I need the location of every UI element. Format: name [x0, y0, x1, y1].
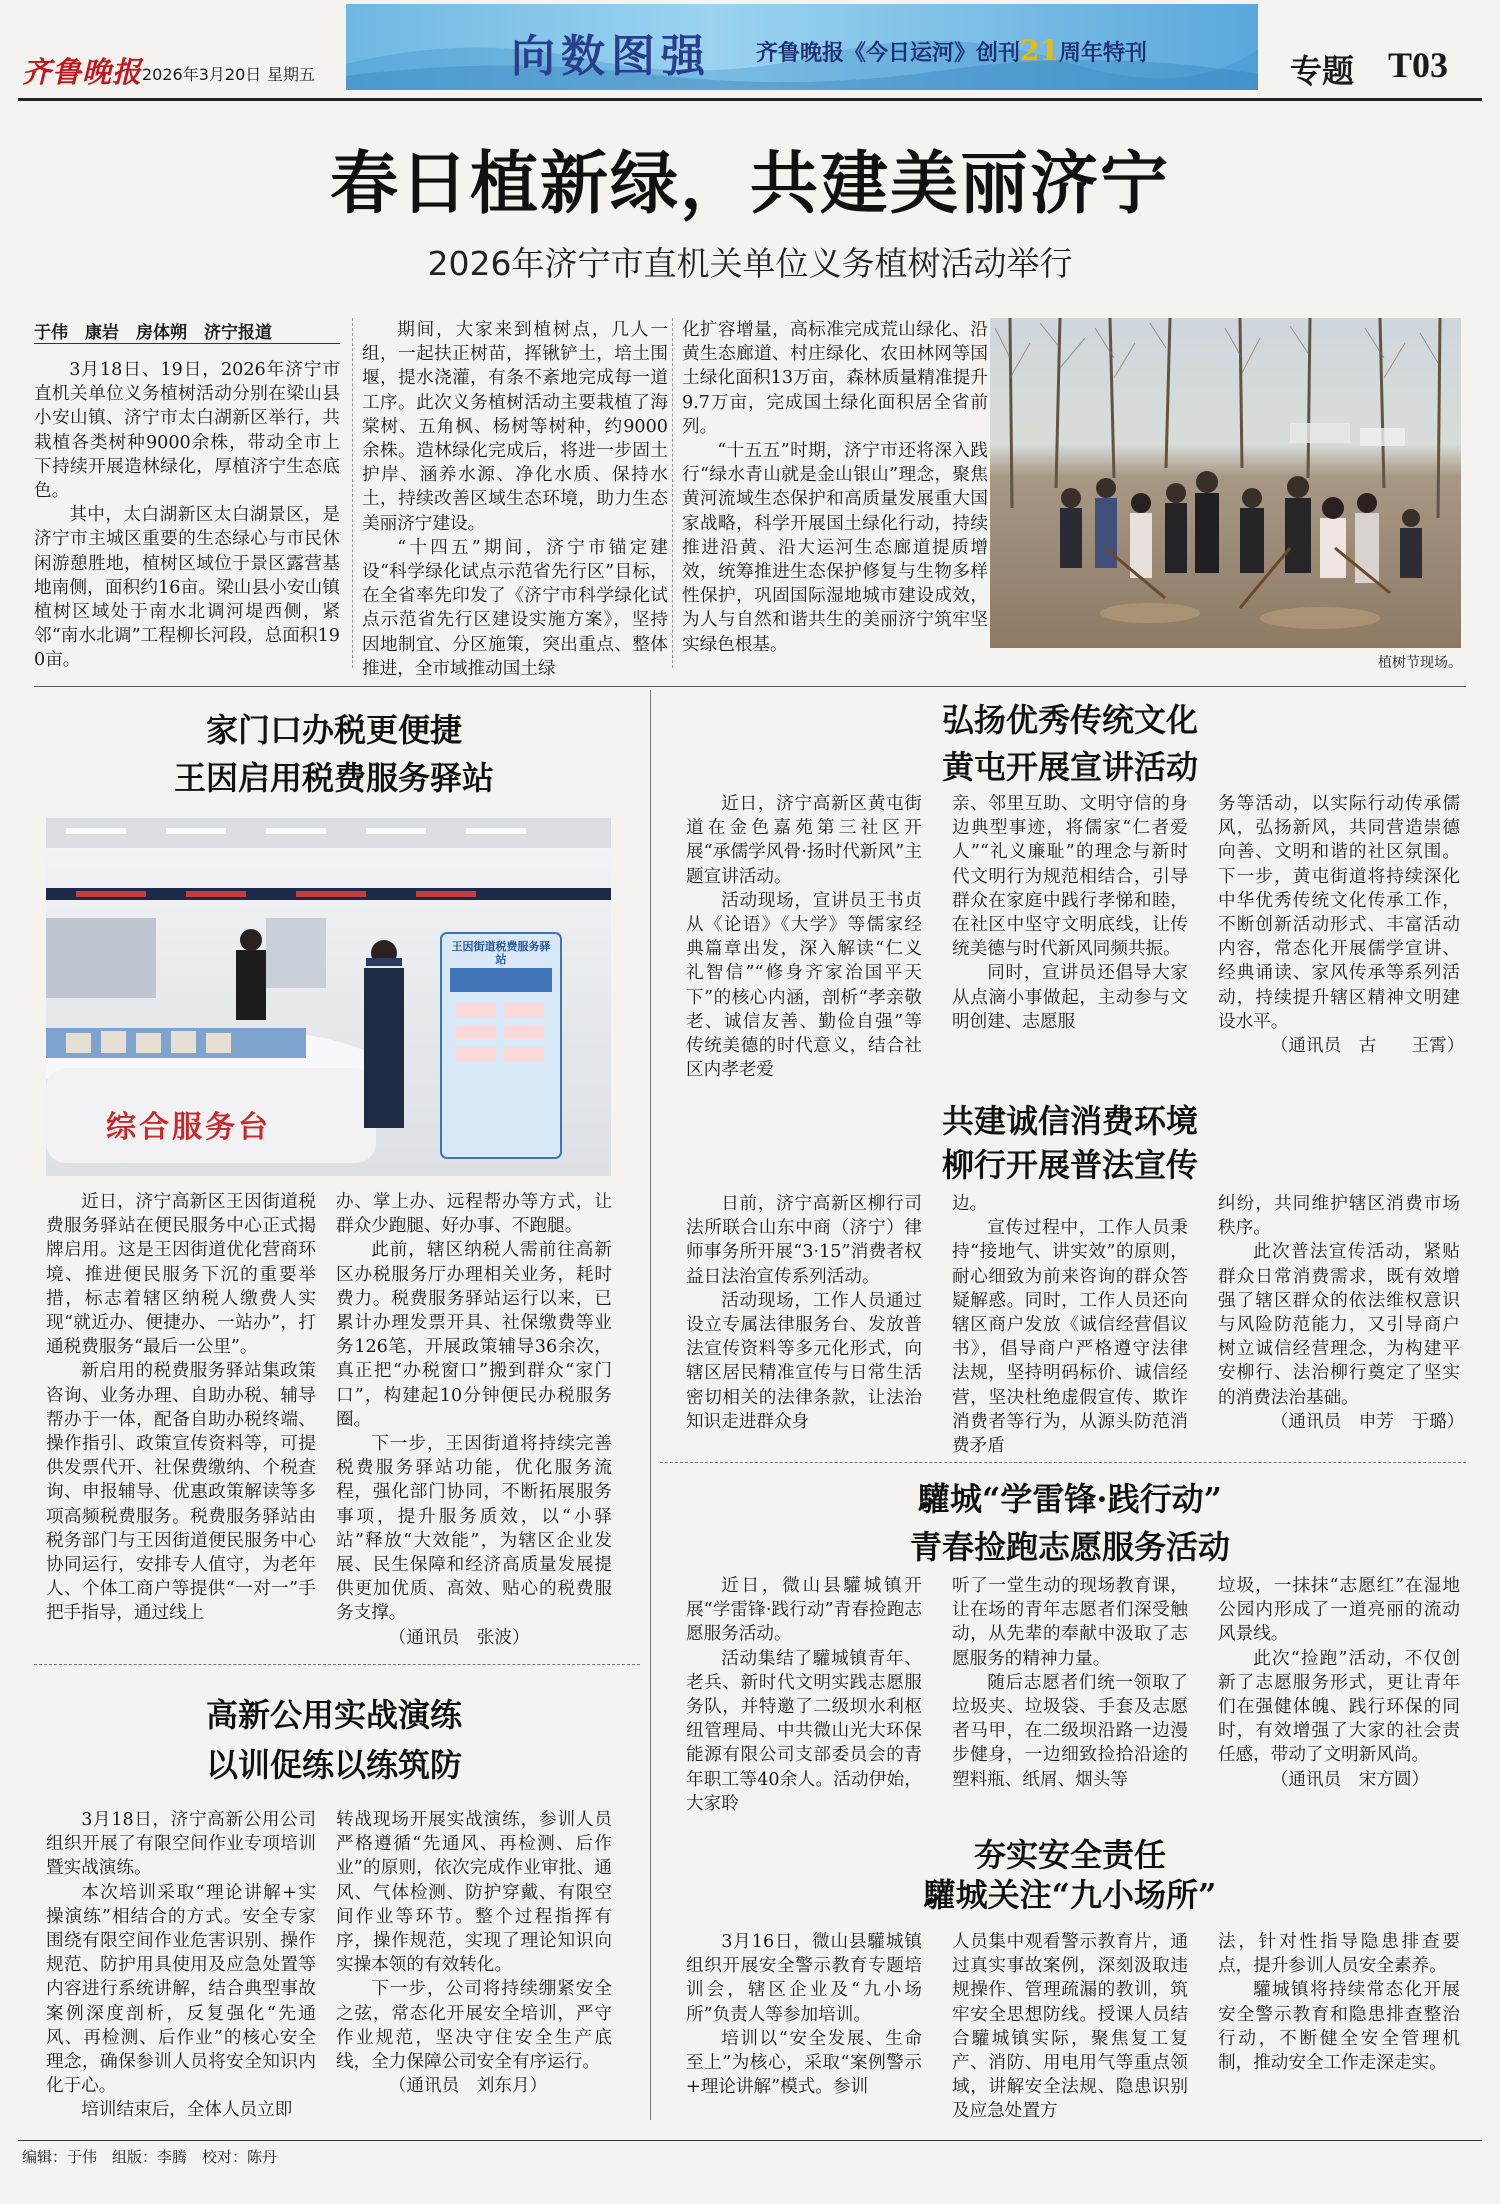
consumer-paragraph: 边。: [952, 1194, 988, 1214]
culture-column-2: [952, 792, 1188, 1034]
lead-paragraph: 其中，太白湖新区太白湖景区，是济宁市主城区重要的生态绿心与市民休闲游憩胜地，植树区域位于景区露营基地南侧，面积约16亩。梁山县小安山镇植树区域处于南水北调河堤西侧，紧邻“南水北调”工程柳长河段，总面积190亩。: [34, 505, 340, 671]
drill-column-2: [336, 1808, 612, 2098]
drill-paragraph: 下一步，公司将持续绷紧安全之弦，常态化开展安全培训，严守作业规范，坚决守住安全生产底线，全力保障公司安全有序运行。: [336, 1979, 612, 2073]
drill-paragraph: 转战现场开展实战演练，参训人员严格遵循“先通风、再检测、后作业”的原则，依次完成作业审批、通风、气体检测、防护穿戴、有限空间作业等环节。整个过程指挥有序，操作规范，实现了理论知识向实操本领的有效转化。: [336, 1810, 612, 1976]
lead-column-3: [682, 318, 988, 657]
tax-signature: （通讯员 张波）: [388, 1627, 530, 1648]
culture-column-3: [1218, 792, 1465, 1058]
consumer-title-line-1: 共建诚信消费环境: [941, 1102, 1198, 1140]
culture-signature: （通讯员 古 王霄）: [1270, 1036, 1465, 1057]
consumer-paragraph: 纠纷，共同维护辖区消费市场秩序。: [1218, 1194, 1460, 1239]
culture-paragraph: 近日，济宁高新区黄屯街道在金色嘉苑第三社区开展“承儒学风骨·扬时代新风”主题宣讲活动。: [686, 794, 922, 887]
consumer-paragraph: 日前，济宁高新区柳行司法所联合山东中商（济宁）律师事务所开展“3·15”消费者权益日法治宣传系列活动。: [686, 1194, 922, 1287]
drill-paragraph: 培训结束后，全体人员立即: [81, 2100, 293, 2121]
column-divider: [352, 318, 353, 668]
consumer-paragraph: 此次普法宣传活动，紧贴群众日常消费需求，既有效增强了辖区群众的依法维权意识与风险防范能力，又引导商户树立诚信经营理念，为构建平安柳行、法治柳行奠定了坚实的消费法治基础。: [1218, 1242, 1460, 1408]
volunteer-column-1: [686, 1574, 922, 1816]
byline-rule: [34, 343, 340, 344]
footer-rule: [18, 2140, 1482, 2141]
banner-subtitle: [756, 34, 1147, 67]
lead-title: 春日植新绿，共建美丽济宁: [329, 144, 1170, 224]
lead-paragraph: “十五五”时期，济宁市还将深入践行“绿水青山就是金山银山”理念，聚焦黄河流域生态保护和高质量发展重大国家战略，科学开展国土绿化行动，持续推进沿黄、沿大运河生态廊道提质增效，统筹推进生态保护修复与生物多样性保护，巩固国际湿地城市建设成效，为人与自然和谐共生的美丽济宁筑牢坚实绿色根基。: [682, 441, 988, 655]
volunteer-title-line-1: 驩城“学雷锋·践行动”: [918, 1480, 1222, 1518]
tax-paragraph: 新启用的税费服务驿站集政策咨询、业务办理、自助办税、辅导帮办于一体，配备自助办税终端、操作指引、政策宣传资料等，可提供发票代开、社保费缴纳、个税查询、申报辅导、优惠政策解读等多项高频税费服务。税费服务驿站由税务部门与王因街道便民服务中心协同运行，安排专人值守，为老年人、个体工商户等提供“一对一”手把手指导，通过线上: [46, 1361, 316, 1624]
safety-paragraph: 法，针对性指导隐患排查要点，提升参训人员安全素养。: [1218, 1932, 1460, 1977]
volunteer-paragraph: 随后志愿者们统一领取了垃圾夹、垃圾袋、手套及志愿者马甲，在二级坝沿路一边漫步健身，一边细致捡拾沿途的塑料瓶、纸屑、烟头等: [952, 1672, 1188, 1790]
lead-column-1: [34, 358, 340, 673]
anniversary-banner: [346, 4, 1258, 90]
volunteer-title-line-2: 青春捡跑志愿服务活动: [909, 1528, 1230, 1566]
safety-column-2: [952, 1930, 1188, 2124]
volunteer-column-2: [952, 1574, 1188, 1792]
section-rule: [660, 1462, 1466, 1463]
consumer-paragraph: 活动现场，工作人员通过设立专属法律服务台、发放普法宣传资料等多元化形式，向辖区居民精准宣传与日常生活密切相关的法律条款，让法治知识走进群众身: [686, 1290, 922, 1432]
safety-column-3: [1218, 1930, 1460, 2075]
section-rule: [34, 1664, 640, 1665]
issue-date: 2026年3月20日: [142, 65, 262, 84]
culture-paragraph: 亲、邻里互助、文明守信的身边典型事迹，将儒家“仁者爱人”“礼义廉耻”的理念与新时代文明行为规范相结合，引导群众在家庭中践行孝悌和睦，在社区中坚守文明底线，让传统美德与时代新风同频共振。: [952, 794, 1188, 960]
volunteer-paragraph: 听了一堂生动的现场教育课，让在场的青年志愿者们深受触动，从先辈的奉献中汲取了志愿服务的精神力量。: [952, 1576, 1188, 1669]
safety-title-line-1: 夯实安全责任: [973, 1836, 1166, 1874]
service-desk-sign: 综合服务台: [106, 1110, 271, 1145]
page-number: T03: [1388, 45, 1449, 85]
tax-paragraph: 近日，济宁高新区王因街道税费服务驿站在便民服务中心正式揭牌启用。这是王因街道优化营商环境、推进便民服务下沉的重要举措，标志着辖区纳税人缴费人实现“就近办、便捷办、一站办”，打通税费服务“最后一公里”。: [46, 1192, 316, 1358]
drill-column-1: [46, 1808, 316, 2123]
tree-planting-illustration: [990, 318, 1461, 648]
culture-paragraph: 同时，宣讲员还倡导大家从点滴小事做起，主动参与文明创建、志愿服: [952, 963, 1188, 1032]
station-poster-title: 王因街道税费服务驿站: [451, 940, 551, 966]
culture-paragraph: 务等活动，以实际行动传承儒风，弘扬新风，共同营造崇德向善、文明和谐的社区氛围。下一步，黄屯街道将持续深化中华优秀传统文化传承工作，不断创新活动形式、丰富活动内容，常态化开展儒学宣讲、经典诵读、家风传承等系列活动，持续提升辖区精神文明建设水平。: [1218, 794, 1460, 1032]
tax-column-2: [336, 1190, 612, 1650]
issue-weekday: 星期五: [267, 65, 316, 84]
lead-paragraph: “十四五”期间，济宁市锚定建设“科学绿化试点示范省先行区”目标，在全省率先印发了《济宁市科学绿化试点示范省先行区建设实施方案》，坚持因地制宜、分区施策，突出重点、整体推进，全市域推动国土绿: [362, 537, 668, 679]
culture-paragraph: 活动现场，宣讲员王书贞从《论语》《大学》等儒家经典篇章出发，深入解读“仁义礼智信”“修身齐家治国平天下”的核心内涵，剖析“孝亲敬老、诚信友善、勤俭自强”等传统美德的时代意义，结合社区内孝老爱: [686, 890, 922, 1081]
safety-column-1: [686, 1930, 922, 2099]
section-label: 专题: [1290, 52, 1355, 90]
tax-paragraph: 此前，辖区纳税人需前往高新区办税服务厅办理相关业务，耗时费力。税费服务驿站运行以来，已累计办理发票开具、社保缴费等业务126笔，开展政策辅导36余次，真正把“办税窗口”搬到群众“家门口”，构建起10分钟便民办税服务圈。: [336, 1240, 612, 1430]
banner-slogan: 向数图强: [511, 31, 711, 82]
safety-title-line-2: 驩城关注“九小场所”: [923, 1876, 1217, 1914]
lead-paragraph: 3月18日、19日，2026年济宁市直机关单位义务植树活动分别在梁山县小安山镇、济宁市太白湖新区举行，共栽植各类树种9000余株，带动全市上下持续开展造林绿化，厚植济宁生态底色。: [34, 360, 340, 502]
consumer-paragraph: 宣传过程中，工作人员秉持“接地气、讲实效”的原则，耐心细致为前来咨询的群众答疑解惑。同时，工作人员还向辖区商户发放《诚信经营倡议书》，倡导商户严格遵守法律法规，坚持明码标价、诚信经营，坚决杜绝虚假宣传、欺诈消费者等行为，从源头防范消费矛盾: [952, 1218, 1188, 1457]
photo-caption: 植树节现场。: [1378, 655, 1462, 671]
paper-logo: 齐鲁晚报: [22, 55, 143, 89]
consumer-signature: （通讯员 申芳 于璐）: [1270, 1411, 1465, 1432]
safety-paragraph: 人员集中观看警示教育片，通过真实事故案例，深刻汲取违规操作、管理疏漏的教训，筑牢安全思想防线。授课人员结合驩城镇实际，聚焦复工复产、消防、用电用气等重点领域，讲解安全法规、隐患识别及应急处置方: [952, 1932, 1188, 2122]
lead-paragraph: 化扩容增量，高标准完成荒山绿化、沿黄生态廊道、村庄绿化、农田林网等国土绿化面积13万亩，森林质量精准提升9.7万亩，完成国土绿化面积居全省前列。: [682, 320, 988, 437]
lead-column-2: [362, 318, 668, 681]
main-column-divider: [650, 690, 651, 2120]
volunteer-paragraph: 近日，微山县驩城镇开展“学雷锋·践行动”青春捡跑志愿服务活动。: [686, 1576, 922, 1645]
consumer-column-3: [1218, 1192, 1465, 1434]
consumer-column-2: [952, 1192, 1188, 1458]
drill-paragraph: 本次培训采取“理论讲解+实操演练”相结合的方式。安全专家围绕有限空间作业危害识别、操作规范、防护用具使用及应急处置等内容进行系统讲解，结合典型事故案例深度剖析，反复强化“先通风、再检测、后作业”的核心安全理念，确保参训人员将安全知识内化于心。: [46, 1882, 316, 2097]
tax-paragraph: 下一步，王因街道将持续完善税费服务驿站功能，优化服务流程，强化部门协同，不断拓展服务事项，提升服务质效，以“小驿站”释放“大效能”，为辖区企业发展、民生保障和经济高质量发展提供更加优质、高效、贴心的税费服务支撑。: [336, 1434, 612, 1624]
consumer-title-line-2: 柳行开展普法宣传: [941, 1146, 1198, 1184]
footer-credits: 编辑：于伟 组版：李腾 校对：陈丹: [22, 2148, 278, 2166]
column-divider: [672, 318, 673, 668]
volunteer-signature: （通讯员 宋方圆）: [1270, 1769, 1430, 1790]
tax-service-station-photo: [46, 818, 611, 1176]
tax-title-line-1: 家门口办税更便捷: [205, 711, 462, 749]
drill-title-line-1: 高新公用实战演练: [205, 1696, 462, 1734]
drill-title-line-2: 以训促练以练筑防: [205, 1746, 462, 1784]
tree-planting-photo: [990, 318, 1461, 648]
volunteer-paragraph: 垃圾，一抹抹“志愿红”在湿地公园内形成了一道亮丽的流动风景线。: [1218, 1576, 1460, 1645]
masthead-rule: [18, 98, 1482, 101]
culture-title-line-1: 弘扬优秀传统文化: [941, 701, 1198, 739]
masthead: [0, 0, 1500, 100]
drill-signature: （通讯员 刘东月）: [388, 2076, 548, 2097]
volunteer-paragraph: 此次“捡跑”活动，不仅创新了志愿服务形式，更让青年们在强健体魄、践行环保的同时，有效增强了大家的社会责任感，带动了文明新风尚。: [1218, 1648, 1460, 1766]
banner-subtitle-text-2: 周年特刊: [1058, 40, 1147, 66]
section-rule: [34, 686, 1466, 687]
tax-paragraph: 办、掌上办、远程帮办等方式，让群众少跑腿、好办事、不跑腿。: [336, 1192, 612, 1237]
lead-byline: 于伟 康岩 房体朔 济宁报道: [34, 323, 272, 343]
tax-column-1: [46, 1190, 316, 1626]
volunteer-paragraph: 活动集结了驩城镇青年、老兵、新时代文明实践志愿服务队，并特邀了二级坝水利枢纽管理局、中共微山光大环保能源有限公司支部委员会的青年职工等40余人。活动伊始，大家聆: [686, 1648, 922, 1814]
lead-paragraph: 期间，大家来到植树点，几人一组，一起扶正树苗，挥锹铲土，培土围堰，提水浇灌，有条不紊地完成每一道工序。此次义务植树活动主要栽植了海棠树、五角枫、杨树等树种，约9000余株。造林绿化完成后，将进一步固土护岸、涵养水源、净化水质、保持水土，持续改善区域生态环境，助力生态美丽济宁建设。: [362, 320, 668, 534]
culture-title-line-2: 黄屯开展宣讲活动: [941, 748, 1198, 786]
safety-paragraph: 培训以“安全发展、生命至上”为核心，采取“案例警示+理论讲解”模式。参训: [686, 2028, 922, 2098]
safety-paragraph: 3月16日，微山县驩城镇组织开展安全警示教育专题培训会，辖区企业及“九小场所”负责人等参加培训。: [686, 1932, 922, 2025]
lead-subtitle: 2026年济宁市直机关单位义务植树活动举行: [427, 244, 1073, 283]
volunteer-column-3: [1218, 1574, 1460, 1792]
consumer-column-1: [686, 1192, 922, 1434]
culture-column-1: [686, 792, 922, 1082]
banner-subtitle-text-1: 齐鲁晚报《今日运河》创刊: [756, 40, 1021, 66]
banner-years: 21: [1020, 34, 1059, 67]
safety-paragraph: 驩城镇将持续常态化开展安全警示教育和隐患排查整治行动，不断健全安全管理机制，推动安全工作走深走实。: [1218, 1980, 1460, 2074]
drill-paragraph: 3月18日，济宁高新公用公司组织开展了有限空间作业专项培训暨实战演练。: [46, 1810, 316, 1879]
tax-title-line-2: 王因启用税费服务驿站: [173, 759, 494, 797]
